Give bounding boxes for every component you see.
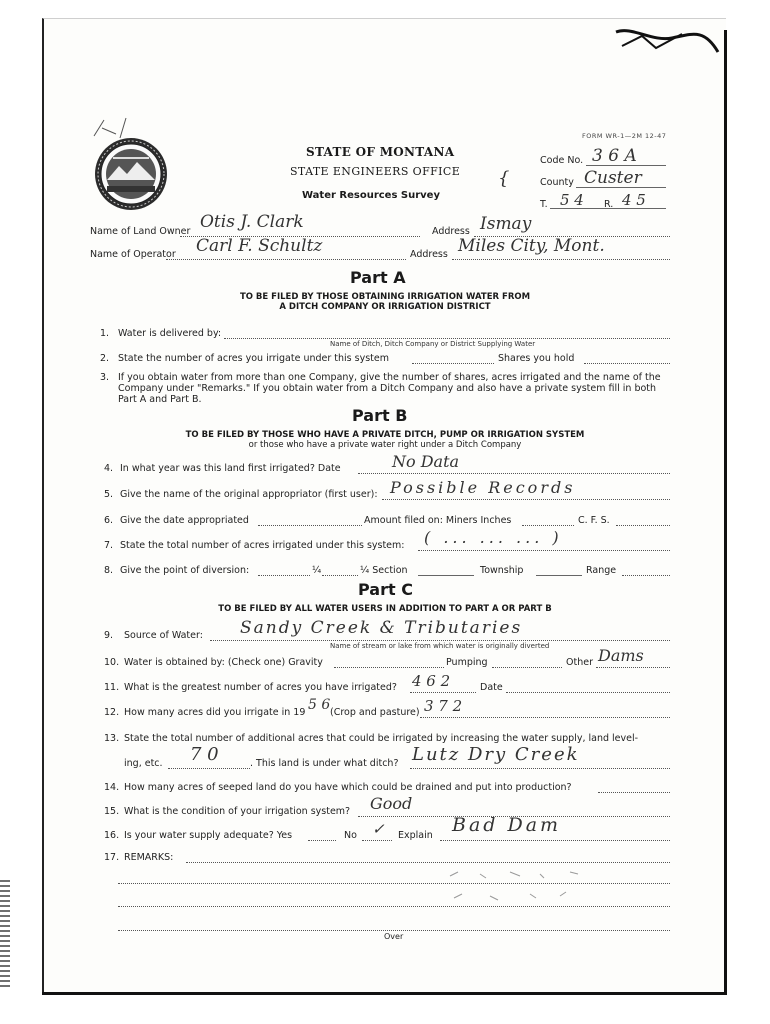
q7-number: 7.: [104, 540, 114, 551]
q17-number: 17.: [104, 852, 120, 863]
q15-value: Good: [370, 794, 413, 813]
q12-number: 12.: [104, 707, 120, 718]
q10-other-label: Other: [566, 657, 593, 668]
page-shadow-right: [724, 30, 727, 993]
q8-range-line: [622, 575, 670, 576]
q4-number: 4.: [104, 463, 114, 474]
county-label: County: [540, 177, 574, 188]
part-a-subtitle-1: TO BE FILED BY THOSE OBTAINING IRRIGATION WATER FROM: [239, 292, 531, 302]
q6-miners-line: [522, 525, 574, 526]
q13-value-line: [168, 768, 250, 769]
part-a-subtitle-2: A DITCH COMPANY OR IRRIGATION DISTRICT: [279, 302, 491, 312]
operator-value: Carl F. Schultz: [196, 236, 323, 256]
q8-township-line: [536, 575, 582, 576]
township-label: T.: [540, 199, 548, 210]
q11-date-line: [506, 692, 670, 693]
page-shadow-bottom: [42, 992, 727, 995]
q11-date-label: Date: [480, 682, 503, 693]
over-label: Over: [384, 932, 404, 941]
q10-pumping-label: Pumping: [446, 657, 488, 668]
q13-ditch-label: . This land is under what ditch?: [250, 758, 399, 769]
survey-title: Water Resources Survey: [302, 190, 440, 201]
part-b-subtitle-1: TO BE FILED BY THOSE WHO HAVE A PRIVATE DITCH, PUMP OR IRRIGATION SYSTEM: [185, 430, 585, 440]
q7-label: State the total number of acres irrigated under this system:: [120, 540, 405, 551]
state-seal-icon: [93, 136, 169, 212]
q10-other-line: [596, 667, 670, 668]
q13-label: State the total number of additional acres that could be irrigated by increasing the water supply, land level-: [124, 733, 639, 744]
q8-section-line: [418, 575, 474, 576]
q16-yes-line: [308, 840, 336, 841]
q1-label: Water is delivered by:: [118, 328, 222, 339]
q6-cfs-label: C. F. S.: [578, 515, 610, 526]
township-value: 5 4: [560, 191, 584, 209]
q13-cont-label: ing, etc.: [124, 758, 163, 769]
q11-label: What is the greatest number of acres you have irrigated?: [124, 682, 397, 693]
q5-number: 5.: [104, 489, 114, 500]
q17-label: REMARKS:: [124, 852, 174, 863]
form-number: FORM WR-1—2M 12-47: [582, 132, 667, 140]
remarks-line-4: [118, 930, 670, 931]
land-owner-value: Otis J. Clark: [200, 212, 304, 232]
q5-value: Possible Records: [390, 478, 576, 497]
q6-label: Give the date appropriated: [120, 515, 249, 526]
q3-text: If you obtain water from more than one Company, give the number of shares, acres irrigated and the name of the Company under "Remarks." If you obtain water from a Ditch Company and also have a private system fill in both Part A and Part B.: [118, 372, 661, 405]
part-b-title: Part B: [352, 406, 408, 425]
q16-no-line: [362, 840, 392, 841]
operator-line: [166, 259, 406, 260]
q13-value: 7 0: [190, 744, 219, 765]
operator-address-value: Miles City, Mont.: [458, 236, 605, 256]
operator-address-label: Address: [410, 249, 448, 260]
q16-explain-line: [440, 840, 670, 841]
q7-line: [418, 550, 670, 551]
q13-number: 13.: [104, 733, 120, 744]
q11-number: 11.: [104, 682, 120, 693]
brace-mark: {: [498, 168, 510, 189]
q6-miners-label: Amount filed on: Miners Inches: [364, 515, 512, 526]
office-title: STATE ENGINEERS OFFICE: [290, 165, 461, 178]
operator-address-line: [452, 259, 670, 260]
q9-label: Source of Water:: [124, 630, 203, 641]
q15-label: What is the condition of your irrigation system?: [124, 806, 351, 817]
q16-label: Is your water supply adequate? Yes: [124, 830, 293, 841]
part-b-subtitle-2: or those who have a private water right under a Ditch Company: [248, 440, 522, 450]
q10-label: Water is obtained by: (Check one) Gravity: [124, 657, 323, 668]
county-line: [576, 187, 666, 188]
q8-range-label: Range: [586, 565, 617, 576]
q4-line: [358, 473, 670, 474]
q9-value: Sandy Creek & Tributaries: [240, 618, 523, 638]
q10-pumping-line: [492, 667, 562, 668]
q1-number: 1.: [100, 328, 110, 339]
part-c-title: Part C: [358, 580, 413, 599]
tr-line: [550, 208, 666, 209]
range-value: 4 5: [622, 191, 646, 209]
q11-value: 4 6 2: [412, 672, 451, 690]
code-line: [586, 165, 666, 166]
q8-township-label: Township: [480, 565, 524, 576]
q14-line: [598, 792, 670, 793]
q16-explain-label: Explain: [398, 830, 433, 841]
q14-number: 14.: [104, 782, 120, 793]
q13-ditch-line: [410, 768, 670, 769]
code-label: Code No.: [540, 155, 584, 166]
owner-address-label: Address: [432, 226, 470, 237]
q8-section-label: ¼ Section: [360, 565, 408, 576]
q1-caption: Name of Ditch, Ditch Company or District Supplying Water: [330, 340, 536, 348]
q16-no-mark: ✓: [372, 820, 385, 838]
q16-value: Bad Dam: [452, 814, 562, 836]
q16-no-label: No: [344, 830, 357, 841]
q9-caption: Name of stream or lake from which water is originally diverted: [330, 642, 550, 650]
q12-year: 5 6: [308, 697, 331, 713]
q6-cfs-line: [616, 525, 670, 526]
q9-number: 9.: [104, 630, 114, 641]
q15-number: 15.: [104, 806, 120, 817]
q3-number: 3.: [100, 372, 110, 383]
q6-date-line: [258, 525, 362, 526]
corner-scribble-icon: [612, 22, 724, 62]
remarks-faint-scribble-icon: [440, 862, 640, 910]
operator-label: Name of Operator: [90, 249, 176, 260]
code-value: 3 6 A: [592, 146, 637, 166]
q2-label: State the number of acres you irrigate under this system: [118, 353, 389, 364]
q8-quarter2-line: [322, 575, 358, 576]
q6-number: 6.: [104, 515, 114, 526]
q16-number: 16.: [104, 830, 120, 841]
q12-label: How many acres did you irrigate in 19: [124, 707, 306, 718]
land-owner-label: Name of Land Owner: [90, 226, 191, 237]
q14-label: How many acres of seeped land do you have which could be drained and put into production?: [124, 782, 572, 793]
q4-value: No Data: [392, 452, 460, 471]
q8-quarter-label: ¼: [312, 565, 322, 576]
state-title: STATE OF MONTANA: [306, 145, 455, 159]
q10-gravity-line: [334, 667, 444, 668]
range-label: R.: [604, 199, 614, 210]
q13-ditch-value: Lutz Dry Creek: [412, 744, 580, 765]
part-a-title: Part A: [350, 268, 406, 287]
q12-value: 3 7 2: [424, 697, 463, 715]
q7-value: ( ... ... ... ): [424, 528, 563, 547]
q12-crop-label: (Crop and pasture): [330, 707, 420, 718]
county-value: Custer: [584, 168, 642, 188]
q10-other-value: Dams: [598, 646, 644, 665]
owner-address-value: Ismay: [480, 214, 532, 234]
q8-number: 8.: [104, 565, 114, 576]
q10-number: 10.: [104, 657, 120, 668]
q5-label: Give the name of the original appropriator (first user):: [120, 489, 378, 500]
q2-shares-label: Shares you hold: [498, 353, 575, 364]
part-c-subtitle: TO BE FILED BY ALL WATER USERS IN ADDITION TO PART A OR PART B: [218, 604, 552, 614]
q1-line: [224, 338, 670, 339]
scan-edge-noise: [0, 880, 10, 990]
q5-line: [382, 499, 670, 500]
q11-line: [410, 692, 476, 693]
q8-quarter-line: [258, 575, 310, 576]
q2-number: 2.: [100, 353, 110, 364]
q2-shares-line: [584, 363, 670, 364]
q8-label: Give the point of diversion:: [120, 565, 250, 576]
q4-label: In what year was this land first irrigated? Date: [120, 463, 341, 474]
q9-line: [210, 640, 670, 641]
q2-line: [412, 363, 494, 364]
q12-line: [420, 717, 670, 718]
